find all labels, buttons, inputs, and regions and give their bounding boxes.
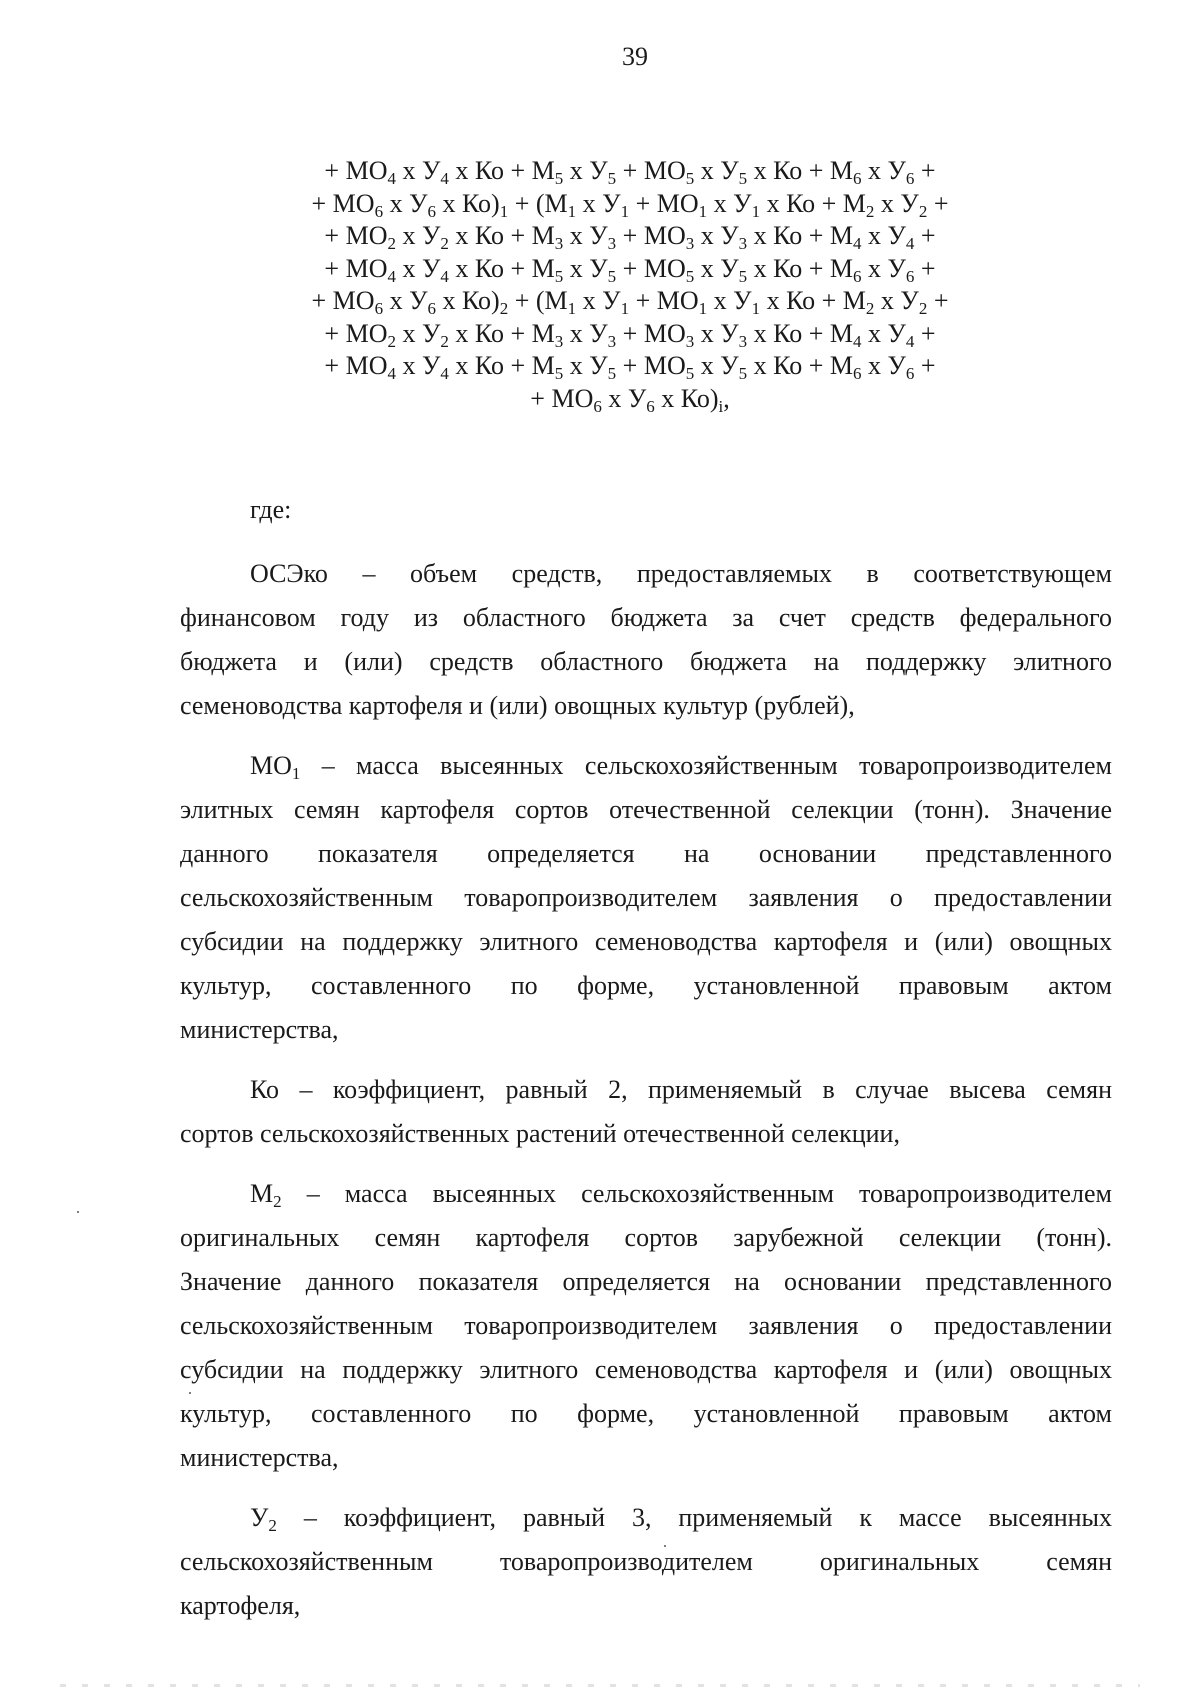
text-run: х У [383, 286, 428, 315]
paragraph-line [180, 788, 1112, 832]
subscript: 5 [738, 266, 748, 286]
paragraph-line [180, 964, 1112, 1008]
text-run: + МО [324, 221, 388, 250]
text-run: х Ко + М [747, 318, 853, 348]
paragraph-line [180, 1584, 1112, 1628]
subscript: 4 [905, 331, 915, 351]
formula-line [250, 188, 1010, 221]
text-run: х У [395, 221, 441, 250]
text-run: х Ко) [435, 188, 500, 218]
text-run: х Ко) [435, 286, 500, 315]
formula-line [250, 285, 1010, 318]
text-run: + МО [311, 286, 375, 315]
subscript: 6 [374, 299, 384, 318]
text-run: х У [563, 221, 608, 250]
text-run: х У [874, 188, 919, 218]
text-run: х У [874, 286, 919, 315]
text-run: х Ко + М [747, 253, 853, 283]
paragraph-line [180, 744, 1112, 788]
definition-paragraph [180, 1496, 1112, 1628]
subscript: 2 [387, 331, 396, 351]
subscript: 4 [852, 234, 862, 253]
text-run: финансовом году из областного бюджета за счет средств федерального [180, 603, 1112, 632]
text-run: картофеля, [180, 1591, 301, 1620]
definition-paragraph [180, 552, 1112, 728]
text-run: х У [694, 221, 739, 250]
subscript: 4 [440, 266, 449, 286]
text-run: + МО [616, 253, 686, 283]
text-run: – коэффициент, равный 3, применяемый к массе высеянных [276, 1503, 1112, 1532]
text-run: х У [861, 221, 906, 250]
text-run: х Ко + М [747, 156, 853, 185]
subscript: 4 [387, 266, 396, 286]
where-label: где: [250, 495, 292, 524]
subscript: 4 [905, 234, 915, 253]
paragraph-line [180, 876, 1112, 920]
subscript: 2 [440, 331, 449, 351]
subscript: 5 [685, 169, 695, 188]
subscript: 1 [291, 764, 301, 783]
subscript: 1 [567, 201, 577, 221]
text-run: х У [563, 156, 608, 185]
subscript: 2 [387, 234, 396, 253]
scan-speck [77, 1211, 79, 1213]
text-run: х У [694, 351, 739, 380]
subscript: 5 [738, 364, 748, 383]
text-run: х Ко + М [448, 156, 555, 185]
text-run: , [723, 383, 730, 413]
subscript: 2 [865, 299, 875, 318]
subscript: 5 [607, 266, 617, 286]
definition-paragraph [180, 744, 1112, 1052]
formula-line [250, 350, 1010, 383]
subscript: 5 [554, 364, 564, 383]
text-run: ОСЭко – объем средств, предоставляемых в соответствующем [250, 559, 1112, 588]
text-run: х У [576, 188, 621, 218]
text-run: х У [861, 351, 906, 380]
text-run: + [914, 156, 936, 185]
subscript: 2 [273, 1192, 282, 1211]
paragraph-line [180, 1540, 1112, 1584]
subscript: 5 [738, 169, 748, 188]
text-run: + МО [616, 351, 686, 380]
subscript: 1 [620, 299, 630, 318]
text-run: х У [707, 188, 752, 218]
text-run: х У [861, 318, 906, 348]
text-run: х У [707, 286, 752, 315]
text-run: х У [861, 156, 906, 185]
text-run: х У [395, 351, 441, 380]
subscript: 6 [427, 201, 436, 221]
text-run: министерства, [180, 1015, 339, 1044]
text-run: х У [601, 383, 647, 413]
text-run: х Ко + М [448, 221, 555, 250]
text-run: – масса высеянных сельскохозяйственным товаропроизводителем [300, 751, 1112, 780]
scan-speck [664, 1545, 666, 1547]
subscript: 4 [387, 169, 396, 188]
subscript: 5 [607, 169, 617, 188]
subscript: 6 [905, 266, 915, 286]
text-run: + МО [311, 188, 375, 218]
text-run: – масса высеянных сельскохозяйственным товаропроизводителем [281, 1179, 1112, 1208]
paragraph-line [180, 1260, 1112, 1304]
paragraph-line [180, 920, 1112, 964]
paragraph-line [180, 1392, 1112, 1436]
text-run: культур, составленного по форме, установленной правовым актом [180, 1399, 1112, 1428]
subscript: 2 [440, 234, 449, 253]
subscript: 3 [685, 331, 695, 351]
formula-line [250, 383, 1010, 416]
paragraph-line [180, 1216, 1112, 1260]
subscript: 2 [499, 299, 509, 318]
subscript: 3 [554, 234, 564, 253]
definition-paragraph [180, 1172, 1112, 1480]
subscript: 6 [905, 364, 915, 383]
subscript: 1 [698, 201, 708, 221]
text-run: + МО [324, 253, 388, 283]
paragraph-line [180, 596, 1112, 640]
formula-line [250, 220, 1010, 253]
subscript: 1 [499, 201, 509, 221]
subscript: 2 [918, 201, 928, 221]
subscript: 2 [268, 1516, 277, 1535]
paragraph-line [180, 832, 1112, 876]
subscript: 4 [440, 364, 449, 383]
scan-edge-artifact [60, 1684, 1140, 1687]
text-run: + [914, 221, 936, 250]
paragraph-line [180, 1304, 1112, 1348]
paragraph-line [180, 552, 1112, 596]
subscript: i [718, 396, 724, 416]
subscript: 5 [685, 364, 695, 383]
paragraph-line [180, 1008, 1112, 1052]
text-run: М [250, 1179, 274, 1208]
definitions-list [180, 552, 1112, 1628]
subscript: 2 [918, 299, 928, 318]
text-run: х Ко) [654, 383, 719, 413]
formula-line [250, 318, 1010, 351]
subscript: 1 [620, 201, 630, 221]
text-run: х У [563, 318, 608, 348]
page-number: 39 [622, 42, 648, 71]
text-run: сельскохозяйственным товаропроизводителем заявления о предоставлении [180, 883, 1112, 912]
text-run: х Ко + М [448, 318, 555, 348]
definition-paragraph [180, 1068, 1112, 1156]
paragraph-line [180, 1172, 1112, 1216]
paragraph-line [180, 1112, 1112, 1156]
text-run: сельскохозяйственным товаропроизводителем оригинальных семян [180, 1547, 1112, 1576]
text-run: х Ко + М [747, 221, 853, 250]
text-run: оригинальных семян картофеля сортов зарубежной селекции (тонн). [180, 1223, 1112, 1252]
text-run: бюджета и (или) средств областного бюджета на поддержку элитного [180, 647, 1112, 676]
text-run: + МО [616, 221, 686, 250]
subscript: 3 [738, 234, 748, 253]
subscript: 6 [374, 201, 384, 221]
subscript: 5 [554, 169, 564, 188]
paragraph-line [180, 640, 1112, 684]
text-run: культур, составленного по форме, установленной правовым актом [180, 971, 1112, 1000]
subscript: 4 [852, 331, 862, 351]
text-run: + МО [629, 188, 699, 218]
text-run: субсидии на поддержку элитного семеноводства картофеля и (или) овощных [180, 927, 1112, 956]
subscript: 2 [865, 201, 875, 221]
text-run: х У [694, 318, 739, 348]
formula-block [250, 155, 1010, 415]
subscript: 4 [440, 169, 449, 188]
text-run: х Ко + М [760, 286, 866, 315]
text-run: сельскохозяйственным товаропроизводителем заявления о предоставлении [180, 1311, 1112, 1340]
subscript: 5 [554, 266, 564, 286]
text-run: + МО [616, 318, 686, 348]
subscript: 6 [852, 266, 862, 286]
text-run: + [927, 286, 949, 315]
text-run: х У [576, 286, 621, 315]
paragraph-line [180, 1436, 1112, 1480]
text-run: + [914, 253, 936, 283]
text-run: + МО [324, 351, 388, 380]
text-run: + (М [508, 188, 568, 218]
text-run: х Ко + М [747, 351, 853, 380]
text-run: + [914, 351, 936, 380]
paragraph-line [180, 684, 1112, 728]
subscript: 3 [554, 331, 564, 351]
text-run: х У [395, 318, 441, 348]
scan-speck [189, 1392, 191, 1394]
subscript: 1 [751, 299, 761, 318]
body-text [180, 488, 1112, 1644]
text-run: Ко – коэффициент, равный 2, применяемый в случае высева семян [250, 1075, 1112, 1104]
text-run: МО [250, 751, 292, 780]
text-run: х Ко + М [448, 351, 555, 380]
text-run: субсидии на поддержку элитного семеноводства картофеля и (или) овощных [180, 1355, 1112, 1384]
formula-line [250, 155, 1010, 188]
text-run: х Ко + М [448, 253, 555, 283]
text-run: + [914, 318, 936, 348]
text-run: + МО [530, 383, 594, 413]
subscript: 5 [685, 266, 695, 286]
text-run: х У [563, 253, 608, 283]
text-run: министерства, [180, 1443, 339, 1472]
subscript: 3 [738, 331, 748, 351]
subscript: 3 [607, 331, 617, 351]
subscript: 6 [852, 169, 862, 188]
text-run: данного показателя определяется на основании представленного [180, 839, 1112, 868]
text-run: + МО [324, 318, 388, 348]
subscript: 6 [905, 169, 915, 188]
text-run: + (М [508, 286, 568, 315]
text-run: + [927, 188, 949, 218]
text-run: + МО [629, 286, 699, 315]
subscript: 6 [852, 364, 862, 383]
text-run: х У [694, 156, 739, 185]
text-run: + МО [324, 156, 388, 185]
subscript: 1 [567, 299, 577, 318]
text-run: х У [563, 351, 608, 380]
subscript: 6 [646, 396, 655, 416]
text-run: У [250, 1503, 269, 1532]
text-run: семеноводства картофеля и (или) овощных культур (рублей), [180, 691, 855, 720]
text-run: Значение данного показателя определяется на основании представленного [180, 1267, 1112, 1296]
subscript: 5 [607, 364, 617, 383]
paragraph-line [180, 1068, 1112, 1112]
subscript: 1 [698, 299, 708, 318]
subscript: 6 [427, 299, 436, 318]
text-run: х У [395, 253, 441, 283]
text-run: х У [861, 253, 906, 283]
text-run: х У [694, 253, 739, 283]
subscript: 3 [607, 234, 617, 253]
subscript: 4 [387, 364, 396, 383]
subscript: 1 [751, 201, 761, 221]
text-run: х У [395, 156, 441, 185]
subscript: 6 [593, 396, 602, 416]
subscript: 3 [685, 234, 695, 253]
paragraph-line [180, 1348, 1112, 1392]
paragraph-line [180, 1496, 1112, 1540]
text-run: сортов сельскохозяйственных растений отечественной селекции, [180, 1119, 900, 1148]
text-run: элитных семян картофеля сортов отечественной селекции (тонн). Значение [180, 795, 1112, 824]
text-run: х У [383, 188, 428, 218]
text-run: х Ко + М [760, 188, 866, 218]
text-run: + МО [616, 156, 686, 185]
formula-line [250, 253, 1010, 286]
